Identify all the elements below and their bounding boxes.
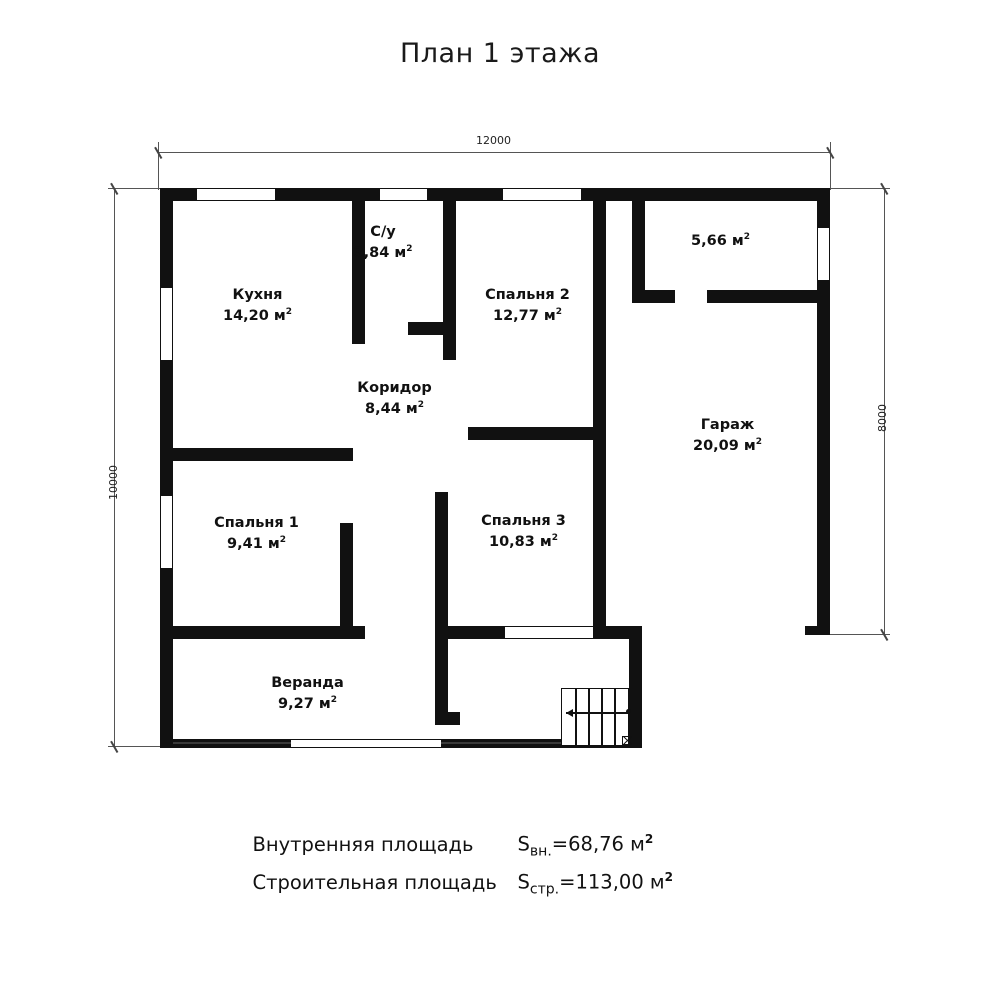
summary-value-build: $S_{стр.}=113,00$ $м^2$ [517,870,674,898]
dimension-label-top: 12000 [476,134,511,147]
window-bedroom1-left [160,496,173,568]
room-area-corridor: 8,44 $м^2$ [365,400,424,418]
window-kitchen-top [197,188,275,201]
summary-row-build [0,870,1000,897]
room-label-bedroom1 [184,513,329,555]
interior-wall-garage-left [632,201,645,291]
room-name-garage: Гараж [700,417,755,433]
veranda-inner-wall-stub [435,712,460,725]
window-bedroom2-top [503,188,581,201]
interior-wall-house-bottom-left [160,626,365,639]
area-summary [0,832,1000,909]
room-area-kitchen: 14,20 $м^2$ [222,307,293,325]
window-bedroom3-bottom [505,626,593,639]
interior-wall-bathroom-right [443,201,456,360]
interior-wall-bedroom1-right [340,523,353,639]
room-label-bathroom [337,222,429,264]
summary-label-build: Строительная площадь [252,870,497,894]
room-area-annex: 5,66 $м^2$ [691,232,750,249]
window-veranda-bottom [291,739,441,748]
room-area-bedroom2: 12,77 $м^2$ [492,307,563,325]
interior-wall-garage-top-right [707,290,817,303]
exterior-wall-bottom-garage [805,626,830,635]
room-area-bathroom: 3,84 $м^2$ [353,244,413,262]
room-label-corridor [322,378,467,420]
room-area-bedroom1: 9,41 $м^2$ [227,535,286,553]
room-name-bedroom2: Спальня 2 [485,287,570,303]
dimension-extension-top-left [158,142,159,190]
veranda-inner-wall [435,639,448,721]
interior-wall-garage-top-left [632,290,675,303]
room-name-bedroom3: Спальня 3 [481,513,566,529]
room-label-bedroom2 [455,285,600,327]
room-area-veranda: 9,27 $м^2$ [278,695,337,713]
summary-row-inner [0,832,1000,859]
dimension-extension-top-right [830,142,831,190]
room-label-veranda [235,673,380,715]
dimension-extension-right-bottom [830,634,890,635]
window-bathroom-top [380,188,427,201]
interior-wall-bedroom2-right [593,201,606,639]
veranda-rail-line [173,742,291,744]
room-label-bedroom3 [451,511,596,553]
room-name-bedroom1: Спальня 1 [214,515,299,531]
stair-step [614,689,616,745]
exterior-wall-top-garage [632,188,830,201]
stair-step [575,689,577,745]
room-label-annex [648,231,793,252]
room-area-garage: 20,09 $м^2$ [692,437,763,455]
stair-step [601,689,603,745]
stair-direction-arrow [566,712,628,714]
dimension-line-top [158,152,830,153]
stair-step [588,689,590,745]
window-garage-right [817,228,830,280]
room-label-garage [655,415,800,457]
interior-wall-corridor-bottom-right [468,427,606,440]
room-name-veranda: Веранда [271,675,344,691]
veranda-right-wall [629,639,642,748]
room-label-kitchen [185,285,330,327]
exterior-wall-left [160,188,173,746]
dimension-label-left: 10000 [107,465,120,500]
dimension-label-right: 8000 [876,404,889,432]
staircase [561,688,629,746]
interior-wall-corridor-bottom-left [160,448,353,461]
page-title: План 1 этажа [399,38,601,69]
room-name-corridor: Коридор [357,380,432,396]
interior-wall-bathroom-bottom [408,322,456,335]
window-kitchen-left [160,288,173,360]
stair-end-marker [622,736,631,745]
summary-value-inner: $S_{вн.}=68,76$ $м^2$ [517,832,654,860]
room-name-kitchen: Кухня [232,287,283,303]
summary-label-inner: Внутренняя площадь [252,832,474,856]
room-area-bedroom3: 10,83 $м^2$ [488,533,559,551]
stair-arrow-origin-dot [626,709,631,714]
room-name-bathroom: С/у [370,224,396,240]
interior-wall-bedroom3-left [435,492,448,639]
dimension-extension-right-top [830,188,890,189]
